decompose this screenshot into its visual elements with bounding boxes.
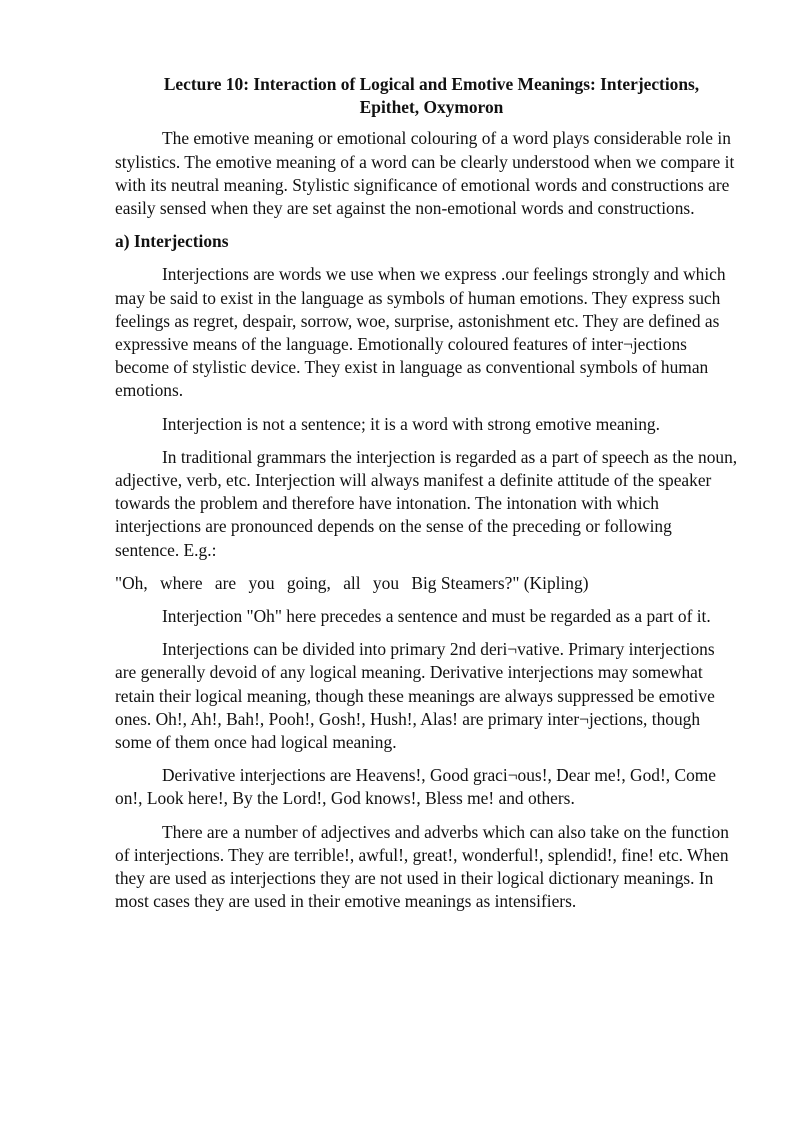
paragraph-derivative-examples: Derivative interjections are Heavens!, Good graci¬ous!, Dear me!, God!, Come on!, Look here!, By the Lord!, God knows!, Bless me! and others. — [115, 765, 717, 809]
intro-paragraph: The emotive meaning or emotional colouring of a word plays considerable role in stylistics. The emotive meaning of a word can be clearly understood when we compare it with its neutral meaning. Stylistic significance of emotional words and constructions are easily sensed when they are set against the non-emotional words and constructions. — [115, 128, 735, 219]
title-line-2: Epithet, Oxymoron — [359, 97, 504, 118]
quote-attribution-text: Big Steamers?" (Kipling) — [411, 572, 589, 593]
paragraph-traditional-grammars: In traditional grammars the interjection is regarded as a part of speech as the noun, adjective, verb, etc. Interjection will always manifest a definite attitude of the speaker towards the problem and therefore have intonation. The intonation with which interjections are pronounced depends on the sense of the preceding or following sentence. E.g.: — [115, 446, 738, 560]
paragraph-primary-derivative: Interjections can be divided into primary 2nd deri¬vative. Primary interjections are generally devoid of any logical meaning. Derivative interjections may somewhat retain their logical meaning, though these meanings are always suppressed be emotive ones. Oh!, Ah!, Bah!, Pooh!, Gosh!, Hush!, Alas! are primary inter¬jections, though some of them once had logical meaning. — [115, 639, 715, 753]
paragraph-oh-precedes: Interjection "Oh" here precedes a sentence and must be regarded as a part of it. — [162, 606, 711, 627]
paragraph-interjections-definition: Interjections are words we use when we express .our feelings strongly and which may be said to exist in the language as symbols of human emotions. They express such feelings as regret, despair, sorrow, woe, surprise, astonishment etc. They are defined as expressive means of the language. Emotionally coloured features of inter¬jections become of stylistic device. They exist in language as conventional symbols of human emotions. — [115, 264, 726, 401]
document-title — [115, 73, 740, 119]
section-heading-interjections: a) Interjections — [115, 231, 229, 252]
paragraph-adjectives-adverbs: There are a number of adjectives and adverbs which can also take on the function of interjections. They are terrible!, awful!, great!, wonderful!, splendid!, fine! etc. When they are used as interjections they are not used in their logical dictionary meanings. In most cases they are used in their emotive meanings as intensifiers. — [115, 821, 729, 912]
paragraph-interjection-not-sentence: Interjection is not a sentence; it is a word with strong emotive meaning. — [162, 413, 660, 434]
title-line-1: Lecture 10: Interaction of Logical and Emotive Meanings: Interjections, — [163, 74, 700, 94]
example-quote — [115, 572, 740, 595]
quote-main-text: "Oh, where are you going, all you — [115, 572, 400, 593]
